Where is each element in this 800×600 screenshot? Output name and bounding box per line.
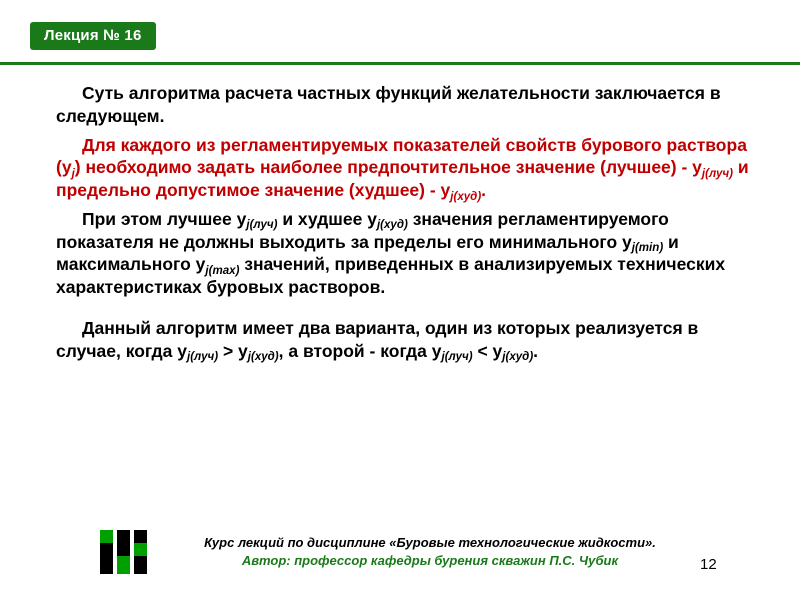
- paragraph-3-sub-2: j(худ): [376, 219, 408, 232]
- paragraph-3-sub-1: j(луч): [246, 219, 278, 232]
- paragraph-2-sub-1: j: [71, 167, 75, 180]
- paragraph-2-seg-1: Для каждого из регламентируемых показателей свойств бурового раствора (y: [56, 134, 747, 178]
- paragraph-4-sub-2: j(худ): [247, 351, 279, 364]
- paragraph-4-seg-5: .: [533, 340, 539, 361]
- institution-logo-icon: [100, 530, 154, 574]
- paragraph-2-sub-2: j(луч): [701, 167, 733, 180]
- paragraph-4-sub-1: j(луч): [186, 351, 219, 364]
- paragraph-3-seg-1: При этом лучшее y: [82, 208, 247, 229]
- paragraph-gap: [56, 305, 756, 317]
- paragraph-4-seg-4: < y: [472, 340, 503, 361]
- paragraph-4-sub-4: j(худ): [502, 351, 534, 364]
- paragraph-4-seg-3: , а второй - когда y: [278, 340, 442, 361]
- paragraph-3-seg-3: значения регламентируемого показателя не должны выходить за пределы его минимального y: [56, 208, 669, 252]
- paragraph-2-seg-2: ) необходимо задать наиболее предпочтительное значение (лучшее) - y: [74, 157, 702, 178]
- page-number: 12: [700, 556, 717, 573]
- paragraph-4-seg-2: > y: [218, 340, 248, 361]
- paragraph-1-text: Суть алгоритма расчета частных функций желательности заключается в следующем.: [56, 83, 721, 126]
- footer-course-line: Курс лекций по дисциплине «Буровые технологические жидкости».: [204, 535, 656, 550]
- paragraph-3-sub-3: j(min): [631, 242, 664, 255]
- paragraph-2-seg-3: и предельно допустимое значение (худшее) - y: [56, 157, 749, 200]
- paragraph-4-sub-3: j(луч): [441, 351, 473, 364]
- paragraph-1: [56, 82, 756, 128]
- paragraph-4: [56, 317, 756, 363]
- footer-author-line: Автор: профессор кафедры бурения скважин П.С. Чубик: [241, 552, 619, 568]
- paragraph-3-seg-2: и худшее y: [277, 208, 377, 229]
- paragraph-3-sub-4: j(max): [205, 264, 240, 277]
- lecture-badge: Лекция № 16: [30, 22, 156, 50]
- paragraph-3: [56, 208, 756, 299]
- paragraph-3-seg-5: значений, приведенных в анализируемых технических характеристиках буровых растворов.: [56, 254, 726, 297]
- header-divider: [0, 62, 800, 65]
- paragraph-2: [56, 134, 756, 202]
- slide-body: [56, 82, 756, 368]
- paragraph-2-sub-3: j(худ): [450, 190, 482, 203]
- paragraph-4-seg-1: Данный алгоритм имеет два варианта, один из которых реализуется в случае, когда y: [56, 317, 699, 361]
- footer-text: [170, 534, 690, 569]
- paragraph-3-seg-4: и максимального y: [56, 231, 679, 275]
- paragraph-2-seg-4: .: [481, 180, 487, 200]
